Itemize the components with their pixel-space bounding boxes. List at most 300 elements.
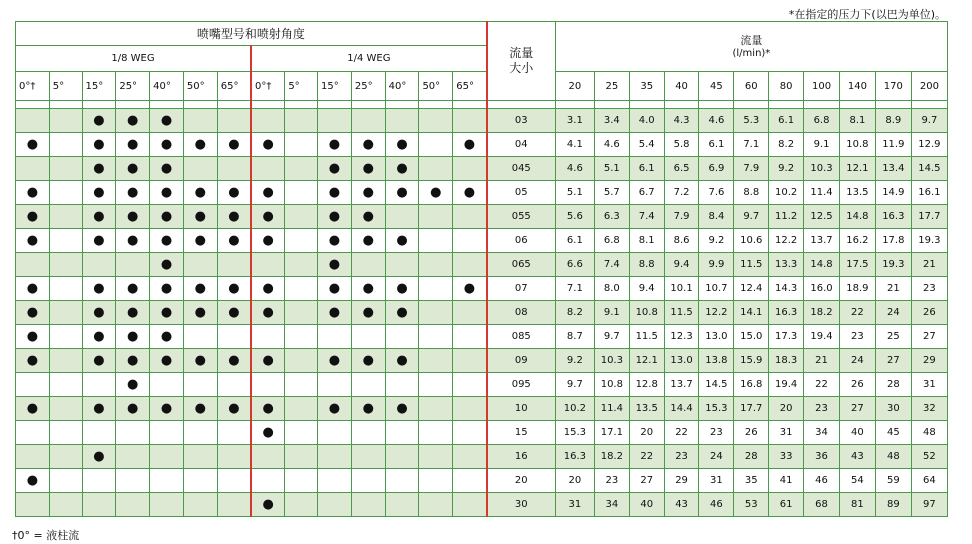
empty-cell [183, 493, 217, 517]
empty-cell [285, 469, 318, 493]
flow-value-cell: 16.2 [839, 229, 875, 253]
flow-value-cell: 22 [804, 373, 840, 397]
flow-value-cell: 26 [839, 373, 875, 397]
spacer-cell [285, 101, 318, 109]
empty-cell [351, 493, 385, 517]
flow-value-cell: 6.1 [629, 157, 664, 181]
flow-size-cell: 045 [487, 157, 556, 181]
flow-value-cell: 10.8 [594, 373, 629, 397]
empty-cell [183, 445, 217, 469]
flow-value-cell: 24 [699, 445, 734, 469]
availability-dot: ● [16, 133, 50, 157]
empty-cell [49, 205, 82, 229]
flow-value-cell: 23 [839, 325, 875, 349]
flow-value-cell: 16.3 [875, 205, 911, 229]
empty-cell [49, 229, 82, 253]
flow-value-cell: 13.5 [629, 397, 664, 421]
spacer-cell [150, 101, 184, 109]
empty-cell [251, 253, 285, 277]
pressure-heading: 80 [769, 72, 804, 101]
flow-value-cell: 4.6 [699, 109, 734, 133]
table-row [16, 349, 948, 373]
flow-value-cell: 18.2 [594, 445, 629, 469]
table-row [16, 493, 948, 517]
flow-value-cell: 13.4 [875, 157, 911, 181]
table-row [16, 373, 948, 397]
empty-cell [150, 421, 184, 445]
availability-dot: ● [183, 397, 217, 421]
availability-dot: ● [150, 229, 184, 253]
flow-value-cell: 12.9 [911, 133, 947, 157]
availability-dot: ● [217, 349, 251, 373]
empty-cell [285, 421, 318, 445]
flow-value-cell: 13.0 [699, 325, 734, 349]
flow-value-cell: 10.6 [734, 229, 769, 253]
empty-cell [217, 157, 251, 181]
empty-cell [285, 349, 318, 373]
flow-value-cell: 43 [664, 493, 699, 517]
availability-dot: ● [116, 133, 150, 157]
flow-value-cell: 6.6 [555, 253, 594, 277]
empty-cell [150, 469, 184, 493]
flow-value-cell: 4.6 [594, 133, 629, 157]
angle-heading: 40° [385, 72, 419, 101]
spacer-cell [594, 101, 629, 109]
flow-value-cell: 15.3 [555, 421, 594, 445]
availability-dot: ● [82, 277, 116, 301]
pressure-heading: 25 [594, 72, 629, 101]
spacer-cell [318, 101, 352, 109]
flow-value-cell: 27 [875, 349, 911, 373]
availability-dot: ● [82, 229, 116, 253]
empty-cell [49, 493, 82, 517]
table-row [16, 445, 948, 469]
spacer-cell [699, 101, 734, 109]
availability-dot: ● [385, 181, 419, 205]
availability-dot: ● [217, 397, 251, 421]
flow-value-cell: 7.4 [594, 253, 629, 277]
empty-cell [453, 397, 487, 421]
availability-dot: ● [351, 229, 385, 253]
spacer-cell [82, 101, 116, 109]
empty-cell [453, 469, 487, 493]
availability-dot: ● [351, 349, 385, 373]
availability-dot: ● [251, 205, 285, 229]
flow-value-cell: 21 [911, 253, 947, 277]
flow-value-cell: 9.9 [699, 253, 734, 277]
empty-cell [285, 109, 318, 133]
pressure-heading: 45 [699, 72, 734, 101]
flow-value-cell: 9.1 [804, 133, 840, 157]
empty-cell [49, 469, 82, 493]
empty-cell [351, 445, 385, 469]
empty-cell [251, 157, 285, 181]
empty-cell [419, 421, 453, 445]
flow-value-cell: 15.9 [734, 349, 769, 373]
table-row [16, 277, 948, 301]
flow-size-cell: 16 [487, 445, 556, 469]
flow-value-cell: 40 [629, 493, 664, 517]
availability-dot: ● [82, 109, 116, 133]
nozzle-spec-table [15, 21, 948, 517]
availability-dot: ● [116, 301, 150, 325]
flow-value-cell: 68 [804, 493, 840, 517]
flow-size-cell: 20 [487, 469, 556, 493]
availability-dot: ● [183, 205, 217, 229]
flow-value-cell: 5.1 [594, 157, 629, 181]
empty-cell [285, 205, 318, 229]
availability-dot: ● [318, 277, 352, 301]
availability-dot: ● [251, 229, 285, 253]
flow-value-cell: 54 [839, 469, 875, 493]
availability-dot: ● [251, 397, 285, 421]
availability-dot: ● [16, 205, 50, 229]
flow-value-cell: 35 [734, 469, 769, 493]
flow-value-cell: 9.2 [699, 229, 734, 253]
empty-cell [217, 109, 251, 133]
spacer-cell [351, 101, 385, 109]
angle-heading: 25° [116, 72, 150, 101]
table-row [16, 421, 948, 445]
flow-value-cell: 12.4 [734, 277, 769, 301]
angle-heading: 15° [82, 72, 116, 101]
empty-cell [183, 325, 217, 349]
pressure-heading: 20 [555, 72, 594, 101]
empty-cell [150, 445, 184, 469]
availability-dot: ● [150, 133, 184, 157]
availability-dot: ● [318, 349, 352, 373]
table-row [16, 325, 948, 349]
flow-value-cell: 7.6 [699, 181, 734, 205]
empty-cell [351, 469, 385, 493]
flow-value-cell: 10.8 [629, 301, 664, 325]
flow-value-cell: 26 [911, 301, 947, 325]
empty-cell [49, 397, 82, 421]
flow-value-cell: 11.4 [804, 181, 840, 205]
flow-value-cell: 17.8 [875, 229, 911, 253]
empty-cell [16, 157, 50, 181]
flow-value-cell: 31 [555, 493, 594, 517]
empty-cell [49, 181, 82, 205]
flow-value-cell: 16.3 [769, 301, 804, 325]
availability-dot: ● [251, 493, 285, 517]
table-row [16, 301, 948, 325]
availability-dot: ● [318, 301, 352, 325]
flow-value-cell: 6.3 [594, 205, 629, 229]
flow-value-cell: 8.9 [875, 109, 911, 133]
availability-dot: ● [385, 277, 419, 301]
availability-dot: ● [351, 277, 385, 301]
empty-cell [385, 373, 419, 397]
availability-dot: ● [318, 157, 352, 181]
availability-dot: ● [150, 277, 184, 301]
flow-value-cell: 9.2 [769, 157, 804, 181]
availability-dot: ● [318, 133, 352, 157]
flow-value-cell: 4.3 [664, 109, 699, 133]
empty-cell [385, 325, 419, 349]
pressure-heading: 60 [734, 72, 769, 101]
flow-value-cell: 10.8 [839, 133, 875, 157]
availability-dot: ● [16, 469, 50, 493]
flow-value-cell: 30 [875, 397, 911, 421]
availability-dot: ● [351, 157, 385, 181]
availability-dot: ● [318, 181, 352, 205]
footnote: †0° = 液柱流 [12, 529, 80, 542]
empty-cell [285, 181, 318, 205]
empty-cell [453, 349, 487, 373]
flow-value-cell: 19.4 [769, 373, 804, 397]
flow-value-cell: 23 [594, 469, 629, 493]
availability-dot: ● [251, 277, 285, 301]
flow-value-cell: 13.7 [664, 373, 699, 397]
empty-cell [116, 421, 150, 445]
spacer-cell [769, 101, 804, 109]
empty-cell [49, 109, 82, 133]
flow-value-cell: 6.9 [699, 157, 734, 181]
flow-value-cell: 9.7 [911, 109, 947, 133]
flow-value-cell: 8.8 [734, 181, 769, 205]
availability-dot: ● [82, 397, 116, 421]
empty-cell [251, 325, 285, 349]
flow-value-cell: 7.4 [629, 205, 664, 229]
empty-cell [49, 445, 82, 469]
availability-dot: ● [116, 325, 150, 349]
availability-dot: ● [251, 181, 285, 205]
empty-cell [49, 421, 82, 445]
flow-value-cell: 10.3 [594, 349, 629, 373]
availability-dot: ● [183, 133, 217, 157]
availability-dot: ● [82, 133, 116, 157]
availability-dot: ● [217, 181, 251, 205]
availability-dot: ● [351, 133, 385, 157]
empty-cell [183, 421, 217, 445]
flow-value-cell: 46 [699, 493, 734, 517]
spacer-cell [116, 101, 150, 109]
flow-size-cell: 05 [487, 181, 556, 205]
empty-cell [116, 493, 150, 517]
flow-size-cell: 06 [487, 229, 556, 253]
empty-cell [49, 301, 82, 325]
flow-value-cell: 7.1 [555, 277, 594, 301]
availability-dot: ● [16, 181, 50, 205]
flow-value-cell: 6.8 [804, 109, 840, 133]
angle-heading: 15° [318, 72, 352, 101]
empty-cell [16, 421, 50, 445]
spacer-cell [217, 101, 251, 109]
flow-value-cell: 5.6 [555, 205, 594, 229]
flow-value-cell: 61 [769, 493, 804, 517]
availability-dot: ● [82, 349, 116, 373]
flow-value-cell: 31 [699, 469, 734, 493]
flow-value-cell: 33 [769, 445, 804, 469]
pressure-heading: 170 [875, 72, 911, 101]
availability-dot: ● [116, 205, 150, 229]
flow-size-cell: 03 [487, 109, 556, 133]
empty-cell [183, 109, 217, 133]
group-heading-1-4-weg: 1/4 WEG [251, 46, 487, 72]
flow-value-cell: 8.8 [629, 253, 664, 277]
empty-cell [351, 325, 385, 349]
availability-dot: ● [16, 277, 50, 301]
empty-cell [453, 205, 487, 229]
flow-value-cell: 40 [839, 421, 875, 445]
table-row [16, 229, 948, 253]
flow-size-cell: 095 [487, 373, 556, 397]
flow-value-cell: 5.7 [594, 181, 629, 205]
empty-cell [285, 397, 318, 421]
empty-cell [419, 445, 453, 469]
angle-heading: 0°† [251, 72, 285, 101]
empty-cell [285, 493, 318, 517]
empty-cell [82, 373, 116, 397]
flow-value-cell: 12.8 [629, 373, 664, 397]
availability-dot: ● [318, 253, 352, 277]
empty-cell [16, 109, 50, 133]
empty-cell [419, 373, 453, 397]
flow-value-cell: 17.1 [594, 421, 629, 445]
flow-value-cell: 32 [911, 397, 947, 421]
spacer-cell [804, 101, 840, 109]
spacer-cell [875, 101, 911, 109]
flow-value-cell: 20 [555, 469, 594, 493]
empty-cell [453, 109, 487, 133]
empty-cell [251, 373, 285, 397]
spacer-cell [453, 101, 487, 109]
flow-value-cell: 26 [734, 421, 769, 445]
flow-value-cell: 14.4 [664, 397, 699, 421]
spacer-cell [555, 101, 594, 109]
flow-value-cell: 27 [911, 325, 947, 349]
flow-value-cell: 13.8 [699, 349, 734, 373]
spacer-cell [49, 101, 82, 109]
angle-heading: 50° [183, 72, 217, 101]
flow-value-cell: 18.9 [839, 277, 875, 301]
flow-value-cell: 9.1 [594, 301, 629, 325]
flow-value-cell: 13.5 [839, 181, 875, 205]
empty-cell [16, 253, 50, 277]
flow-value-cell: 6.5 [664, 157, 699, 181]
flow-value-cell: 23 [804, 397, 840, 421]
angle-heading: 0°† [16, 72, 50, 101]
flow-value-cell: 4.6 [555, 157, 594, 181]
flow-value-cell: 52 [911, 445, 947, 469]
availability-dot: ● [351, 301, 385, 325]
flow-size-heading: 流量大小 [487, 22, 556, 101]
flow-value-cell: 31 [911, 373, 947, 397]
empty-cell [453, 157, 487, 181]
empty-cell [49, 157, 82, 181]
empty-cell [318, 445, 352, 469]
table-row [16, 469, 948, 493]
flow-value-cell: 12.3 [664, 325, 699, 349]
empty-cell [285, 301, 318, 325]
flow-value-cell: 48 [911, 421, 947, 445]
empty-cell [217, 325, 251, 349]
flow-size-cell: 07 [487, 277, 556, 301]
empty-cell [385, 109, 419, 133]
flow-value-cell: 15.0 [734, 325, 769, 349]
table-row [16, 157, 948, 181]
availability-dot: ● [16, 397, 50, 421]
availability-dot: ● [251, 349, 285, 373]
spacer-cell [419, 101, 453, 109]
empty-cell [285, 133, 318, 157]
availability-dot: ● [183, 229, 217, 253]
spacer-cell [16, 101, 50, 109]
availability-dot: ● [217, 205, 251, 229]
flow-value-cell: 18.2 [804, 301, 840, 325]
availability-dot: ● [150, 181, 184, 205]
angle-heading: 65° [453, 72, 487, 101]
flow-value-cell: 29 [664, 469, 699, 493]
availability-dot: ● [116, 229, 150, 253]
empty-cell [318, 469, 352, 493]
empty-cell [419, 157, 453, 181]
empty-cell [419, 133, 453, 157]
empty-cell [285, 445, 318, 469]
flow-value-cell: 4.1 [555, 133, 594, 157]
flow-value-cell: 5.4 [629, 133, 664, 157]
availability-dot: ● [385, 229, 419, 253]
flow-value-cell: 16.0 [804, 277, 840, 301]
empty-cell [419, 493, 453, 517]
empty-cell [318, 373, 352, 397]
availability-dot: ● [183, 277, 217, 301]
flow-value-cell: 8.7 [555, 325, 594, 349]
empty-cell [419, 301, 453, 325]
spacer-cell [251, 101, 285, 109]
flow-value-cell: 6.7 [629, 181, 664, 205]
flow-value-cell: 19.4 [804, 325, 840, 349]
availability-dot: ● [351, 397, 385, 421]
flow-value-cell: 13.3 [769, 253, 804, 277]
flow-value-cell: 13.0 [664, 349, 699, 373]
availability-dot: ● [16, 229, 50, 253]
availability-dot: ● [116, 373, 150, 397]
empty-cell [318, 325, 352, 349]
angle-heading: 5° [49, 72, 82, 101]
availability-dot: ● [217, 229, 251, 253]
empty-cell [453, 325, 487, 349]
empty-cell [419, 277, 453, 301]
empty-cell [453, 493, 487, 517]
empty-cell [318, 109, 352, 133]
flow-value-cell: 19.3 [875, 253, 911, 277]
flow-value-cell: 8.1 [839, 109, 875, 133]
flow-size-cell: 09 [487, 349, 556, 373]
empty-cell [82, 469, 116, 493]
availability-dot: ● [183, 301, 217, 325]
empty-cell [217, 421, 251, 445]
flow-value-cell: 53 [734, 493, 769, 517]
empty-cell [251, 109, 285, 133]
availability-dot: ● [385, 349, 419, 373]
availability-dot: ● [82, 205, 116, 229]
flow-value-cell: 46 [804, 469, 840, 493]
flow-value-cell: 8.2 [769, 133, 804, 157]
flow-value-cell: 45 [875, 421, 911, 445]
flow-value-cell: 21 [875, 277, 911, 301]
flow-value-cell: 5.1 [555, 181, 594, 205]
flow-value-cell: 9.7 [734, 205, 769, 229]
empty-cell [419, 229, 453, 253]
empty-cell [183, 157, 217, 181]
flow-value-cell: 21 [804, 349, 840, 373]
flow-value-cell: 8.6 [664, 229, 699, 253]
empty-cell [351, 109, 385, 133]
flow-value-cell: 11.5 [664, 301, 699, 325]
flow-value-cell: 10.7 [699, 277, 734, 301]
